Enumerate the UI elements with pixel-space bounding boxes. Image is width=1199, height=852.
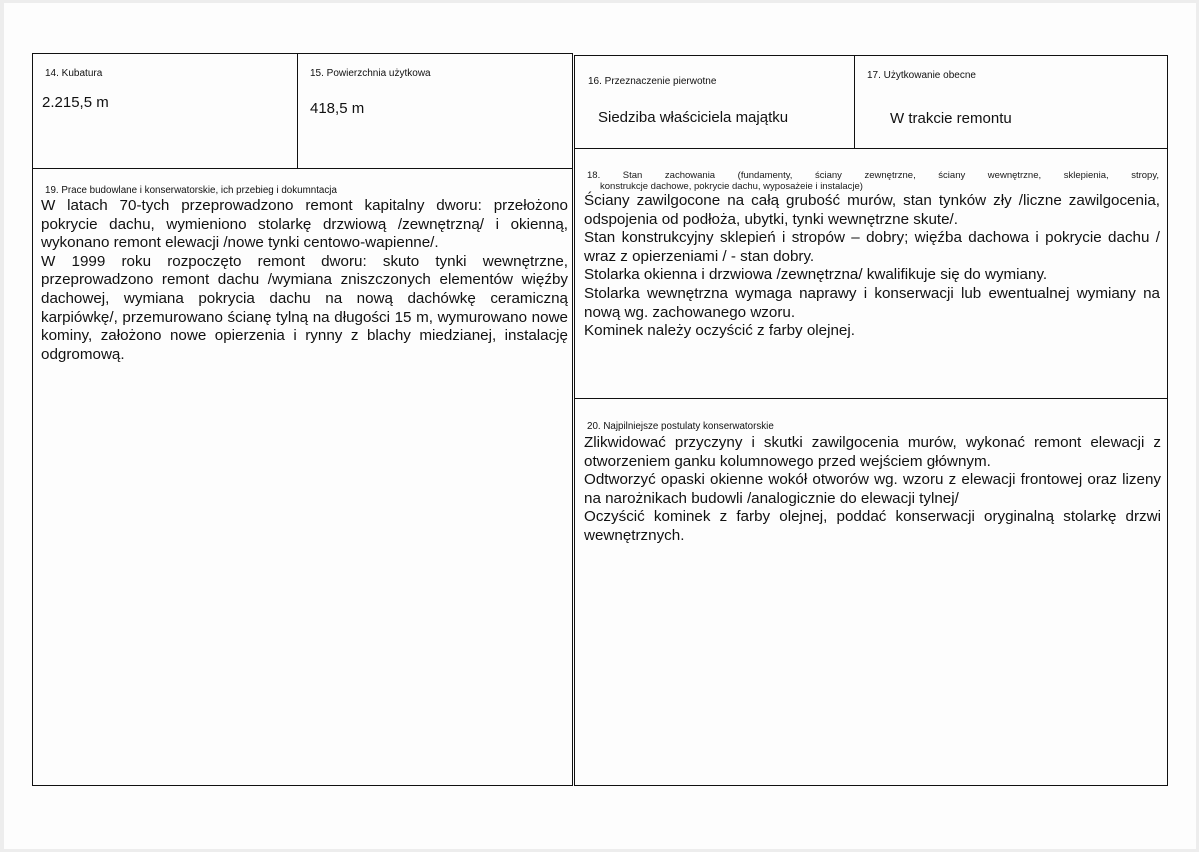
stan-paragraph: Stolarka wewnętrzna wymaga naprawy i konserwacji lub ewentualnej wymiany na nową wg. zachowanego wzoru. bbox=[584, 284, 1160, 321]
postulaty-cell bbox=[574, 398, 1168, 786]
stan-label-line1: 18. Stan zachowania (fundamenty, ściany zewnętrzne, ściany wewnętrzne, sklepienia, stropy, bbox=[587, 170, 1159, 181]
stan-text bbox=[584, 192, 1160, 341]
postulaty-paragraph: Oczyścić kominek z farby olejnej, poddać konserwacji oryginalną stolarkę drzwi wewnętrznych. bbox=[584, 508, 1161, 544]
stan-label-line2: konstrukcje dachowe, pokrycie dachu, wyposażeie i instalacje) bbox=[600, 180, 863, 192]
prace-paragraph: W 1999 roku rozpoczęto remont dworu: skuto tynki wewnętrzne, przeprowadzono remont dachu /wymiana zniszczonych elementów więźby dachowej, wymiana pokrycia dachu na nową dachówkę ceramiczną karpiówkę/, przemurowano ścianę tylną na długości 15 m, wymurowano nowe kominy, założono nowe opierzenia i rynny z blachy miedzianej, instalację odgromową. bbox=[41, 252, 568, 363]
uzytkowanie-value: W trakcie remontu bbox=[890, 110, 1012, 127]
postulaty-paragraph: Zlikwidować przyczyny i skutki zawilgocenia murów, wykonać remont elewacji z otworzeniem ganku kolumnowego przed wejściem głównym. bbox=[584, 434, 1161, 470]
prace-label: 19. Prace budowlane i konserwatorskie, ich przebieg i dokumntacja bbox=[45, 185, 337, 196]
przeznaczenie-value: Siedziba właściciela majątku bbox=[598, 109, 789, 126]
postulaty-label: 20. Najpilniejsze postulaty konserwatorskie bbox=[587, 421, 774, 432]
stan-cell bbox=[574, 148, 1168, 399]
prace-cell bbox=[32, 168, 573, 786]
powierzchnia-value: 418,5 m bbox=[310, 100, 365, 117]
postulaty-paragraph: Odtworzyć opaski okienne wokół otworów wg. wzoru z elewacji frontowej oraz lizeny na narożnikach budowli /analogicznie do elewacji tylnej/ bbox=[584, 471, 1161, 507]
prace-text bbox=[41, 197, 568, 364]
stan-paragraph: Stolarka okienna i drzwiowa /zewnętrzna/ kwalifikuje się do wymiany. bbox=[584, 266, 1048, 284]
kubatura-value: 2.215,5 m bbox=[42, 94, 109, 111]
uzytkowanie-label: 17. Użytkowanie obecne bbox=[867, 70, 976, 81]
kubatura-cell bbox=[32, 53, 298, 169]
powierzchnia-label: 15. Powierzchnia użytkowa bbox=[310, 68, 431, 79]
prace-paragraph: W latach 70-tych przeprowadzono remont kapitalny dworu: przełożono pokrycie dachu, wymieniono stolarkę drzwiową /zewnętrzną/ i okienną, wykonano remont elewacji /nowe tynki centowo-wapienne/. bbox=[41, 197, 568, 252]
stan-paragraph: Stan konstrukcyjny sklepień i stropów – dobry; więźba dachowa i pokrycie dachu / wraz z opierzeniami / - stan dobry. bbox=[584, 229, 1160, 265]
uzytkowanie-cell bbox=[854, 55, 1168, 149]
powierzchnia-cell bbox=[297, 53, 573, 169]
stan-label bbox=[587, 171, 1159, 192]
przeznaczenie-label: 16. Przeznaczenie pierwotne bbox=[588, 76, 717, 87]
postulaty-text bbox=[584, 434, 1161, 546]
stan-paragraph: Kominek należy oczyścić z farby olejnej. bbox=[584, 322, 855, 340]
kubatura-label: 14. Kubatura bbox=[45, 68, 103, 79]
stan-paragraph: Ściany zawilgocone na całą grubość murów, stan tynków zły /liczne zawilgocenia, odspojenia od podłoża, ubytki, tynki wewnętrzne skute/. bbox=[584, 192, 1160, 228]
form-sheet bbox=[4, 3, 1196, 849]
przeznaczenie-cell bbox=[574, 55, 855, 149]
